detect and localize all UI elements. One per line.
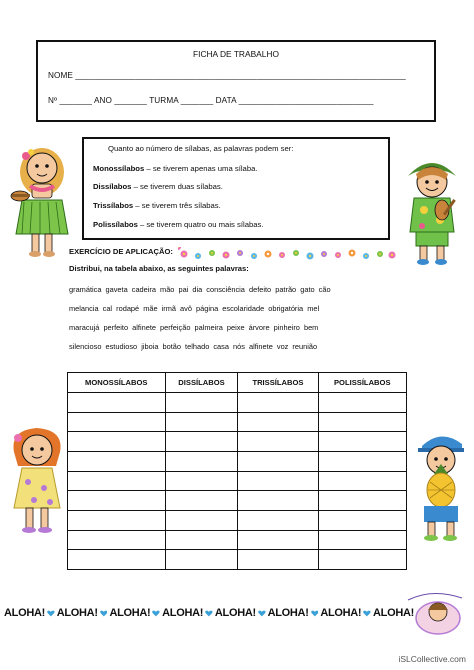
word-list (69, 280, 409, 356)
answer-cell[interactable] (165, 550, 238, 570)
table-body (68, 393, 407, 570)
heart-icon (152, 608, 160, 619)
answer-cell[interactable] (165, 530, 238, 550)
answer-cell[interactable] (318, 510, 407, 530)
answer-cell[interactable] (68, 550, 166, 570)
answer-cell[interactable] (318, 412, 407, 432)
hula-girl-illustration (4, 138, 80, 264)
definition-polissilabos: Polissílabos – se tiverem quatro ou mais sílabas. (93, 219, 264, 229)
answer-cell[interactable] (68, 530, 166, 550)
answer-cell[interactable] (165, 471, 238, 491)
answer-cell[interactable] (68, 393, 166, 413)
answer-cell[interactable] (238, 491, 318, 511)
column-header-monossilabos: MONOSSÍLABOS (68, 373, 166, 393)
aloha-word: ALOHA! (109, 607, 151, 619)
answer-cell[interactable] (68, 432, 166, 452)
answer-cell[interactable] (165, 432, 238, 452)
word-line: silencioso estudioso jiboia botão telhado casa nós alfinete voz reunião (69, 342, 318, 351)
word-line: maracujá perfeito alfinete perfeição palmeira peixe árvore pinheiro bem (69, 323, 319, 332)
answer-cell[interactable] (238, 393, 318, 413)
answer-cell[interactable] (165, 510, 238, 530)
answer-cell[interactable] (238, 432, 318, 452)
aloha-word: ALOHA! (373, 607, 415, 619)
syllable-table (67, 372, 407, 570)
answer-cell[interactable] (238, 451, 318, 471)
answer-cell[interactable] (68, 491, 166, 511)
answer-cell[interactable] (165, 451, 238, 471)
aloha-word: ALOHA! (320, 607, 362, 619)
table-row (68, 530, 407, 550)
answer-cell[interactable] (238, 510, 318, 530)
table-row (68, 471, 407, 491)
exercise-title: EXERCÍCIO DE APLICAÇÃO: (69, 247, 173, 256)
aloha-word: ALOHA! (267, 607, 309, 619)
table-row (68, 491, 407, 511)
answer-cell[interactable] (318, 491, 407, 511)
name-line: NOME _______________________________________________________________________ (48, 71, 406, 80)
answer-cell[interactable] (238, 471, 318, 491)
syllable-info-box (82, 137, 390, 240)
table-header-row (68, 373, 407, 393)
answer-cell[interactable] (68, 471, 166, 491)
table-row (68, 451, 407, 471)
exercise-instruction: Distribui, na tabela abaixo, as seguintes palavras: (69, 264, 249, 273)
definition-dissilabos: Dissílabos – se tiverem duas sílabas. (93, 182, 223, 192)
answer-cell[interactable] (68, 451, 166, 471)
definition-monossilabos: Monossílabos – se tiverem apenas uma sílaba. (93, 163, 258, 173)
site-watermark: iSLCollective.com (398, 654, 466, 664)
aloha-word: ALOHA! (56, 607, 98, 619)
answer-cell[interactable] (165, 393, 238, 413)
aloha-word: ALOHA! (214, 607, 256, 619)
table-row (68, 412, 407, 432)
answer-cell[interactable] (238, 530, 318, 550)
heart-icon (205, 608, 213, 619)
column-header-dissilabos: DISSÍLABOS (165, 373, 238, 393)
answer-cell[interactable] (318, 393, 407, 413)
answer-cell[interactable] (318, 471, 407, 491)
student-info-line: Nº _______ ANO _______ TURMA _______ DATA _____________________________ (48, 96, 374, 105)
answer-cell[interactable] (318, 451, 407, 471)
table-row (68, 432, 407, 452)
aloha-word: ALOHA! (162, 607, 204, 619)
definition-trissilabos: Trissílabos – se tiverem três sílabas. (93, 201, 221, 211)
heart-icon (100, 608, 108, 619)
author-badge-logo (402, 588, 468, 636)
answer-cell[interactable] (238, 550, 318, 570)
girl-with-flower-illustration (6, 422, 68, 540)
table-row (68, 550, 407, 570)
table-row (68, 393, 407, 413)
answer-cell[interactable] (68, 510, 166, 530)
heart-icon (47, 608, 55, 619)
info-intro: Quanto ao número de sílabas, as palavras podem ser: (108, 144, 294, 153)
aloha-banner (4, 602, 414, 624)
word-line: melancia cal rodapé mãe irmã avô página escolaridade obrigatória mel (69, 304, 320, 313)
header-box (36, 40, 436, 122)
worksheet-title: FICHA DE TRABALHO (193, 49, 279, 59)
answer-cell[interactable] (238, 412, 318, 432)
answer-cell[interactable] (318, 432, 407, 452)
answer-cell[interactable] (68, 412, 166, 432)
heart-icon (363, 608, 371, 619)
answer-cell[interactable] (318, 530, 407, 550)
exercise-section (69, 247, 409, 356)
aloha-word: ALOHA! (4, 607, 45, 619)
column-header-polissilabos: POLISSÍLABOS (318, 373, 407, 393)
column-header-trissilabos: TRISSÍLABOS (238, 373, 318, 393)
answer-cell[interactable] (165, 491, 238, 511)
word-line: gramática gaveta cadeira mão pai dia consciência defeito patrão gato cão (69, 285, 331, 294)
heart-icon (258, 608, 266, 619)
boy-with-pineapple-illustration (410, 424, 472, 546)
heart-icon (311, 608, 319, 619)
answer-cell[interactable] (318, 550, 407, 570)
table-row (68, 510, 407, 530)
answer-cell[interactable] (165, 412, 238, 432)
